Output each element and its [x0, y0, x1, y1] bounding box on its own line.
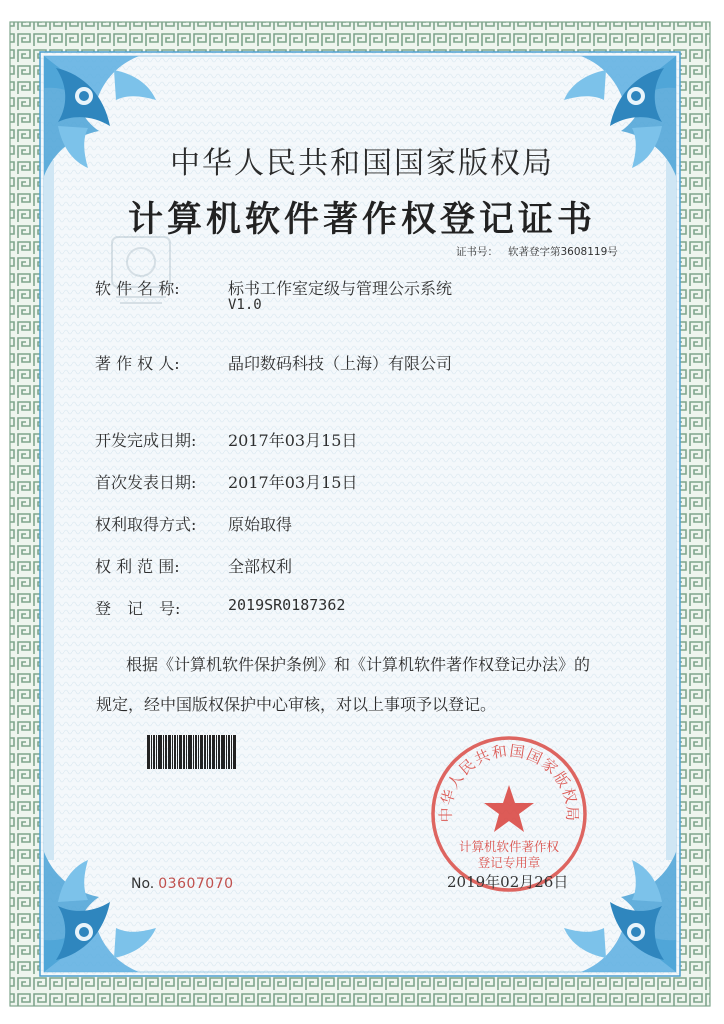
barcode	[147, 735, 247, 769]
serial-number-value: 03607070	[158, 876, 234, 892]
acquisition-method-label: 权利取得方式:	[95, 515, 197, 534]
cert-no-label: 证书号：	[456, 246, 498, 258]
registration-number-label: 登 记 号:	[95, 599, 181, 618]
copyright-owner-label: 著 作 权 人:	[95, 354, 180, 373]
rights-scope-value: 全部权利	[228, 557, 293, 576]
rights-scope-label: 权 利 范 围:	[95, 557, 180, 576]
certificate-title: 计算机软件著作权登记证书	[127, 199, 596, 240]
statement-line-1: 根据《计算机软件保护条例》和《计算机软件著作权登记办法》的	[126, 655, 591, 674]
cert-no-value: 软著登字第3608119号	[508, 246, 618, 258]
seal-ring-text: 中华人民共和国国家版权局	[436, 741, 582, 823]
serial-number	[131, 876, 234, 892]
copyright-owner-value: 晶印数码科技（上海）有限公司	[228, 354, 453, 373]
issuer-title: 中华人民共和国国家版权局	[170, 146, 554, 181]
software-name-value: 标书工作室定级与管理公示系统	[228, 279, 453, 298]
seal-inner-line-2: 登记专用章	[477, 855, 541, 870]
issue-date: 2019年02月26日	[447, 873, 569, 891]
statement-line-2: 规定，经中国版权保护中心审核，对以上事项予以登记。	[96, 695, 497, 714]
first-publish-date-label: 首次发表日期:	[95, 473, 197, 492]
serial-number-label: No.	[131, 876, 155, 892]
software-version-value: V1.0	[228, 297, 262, 313]
seal-star-icon	[484, 785, 534, 832]
dev-complete-date-label: 开发完成日期:	[95, 431, 197, 450]
certificate-number	[456, 244, 628, 259]
registration-number-value: 2019SR0187362	[228, 596, 346, 614]
seal-inner-line-1: 计算机软件著作权	[458, 839, 560, 854]
dev-complete-date-value: 2017年03月15日	[228, 431, 358, 450]
acquisition-method-value: 原始取得	[228, 515, 293, 534]
software-name-label: 软 件 名 称:	[95, 279, 180, 298]
first-publish-date-value: 2017年03月15日	[228, 473, 358, 492]
